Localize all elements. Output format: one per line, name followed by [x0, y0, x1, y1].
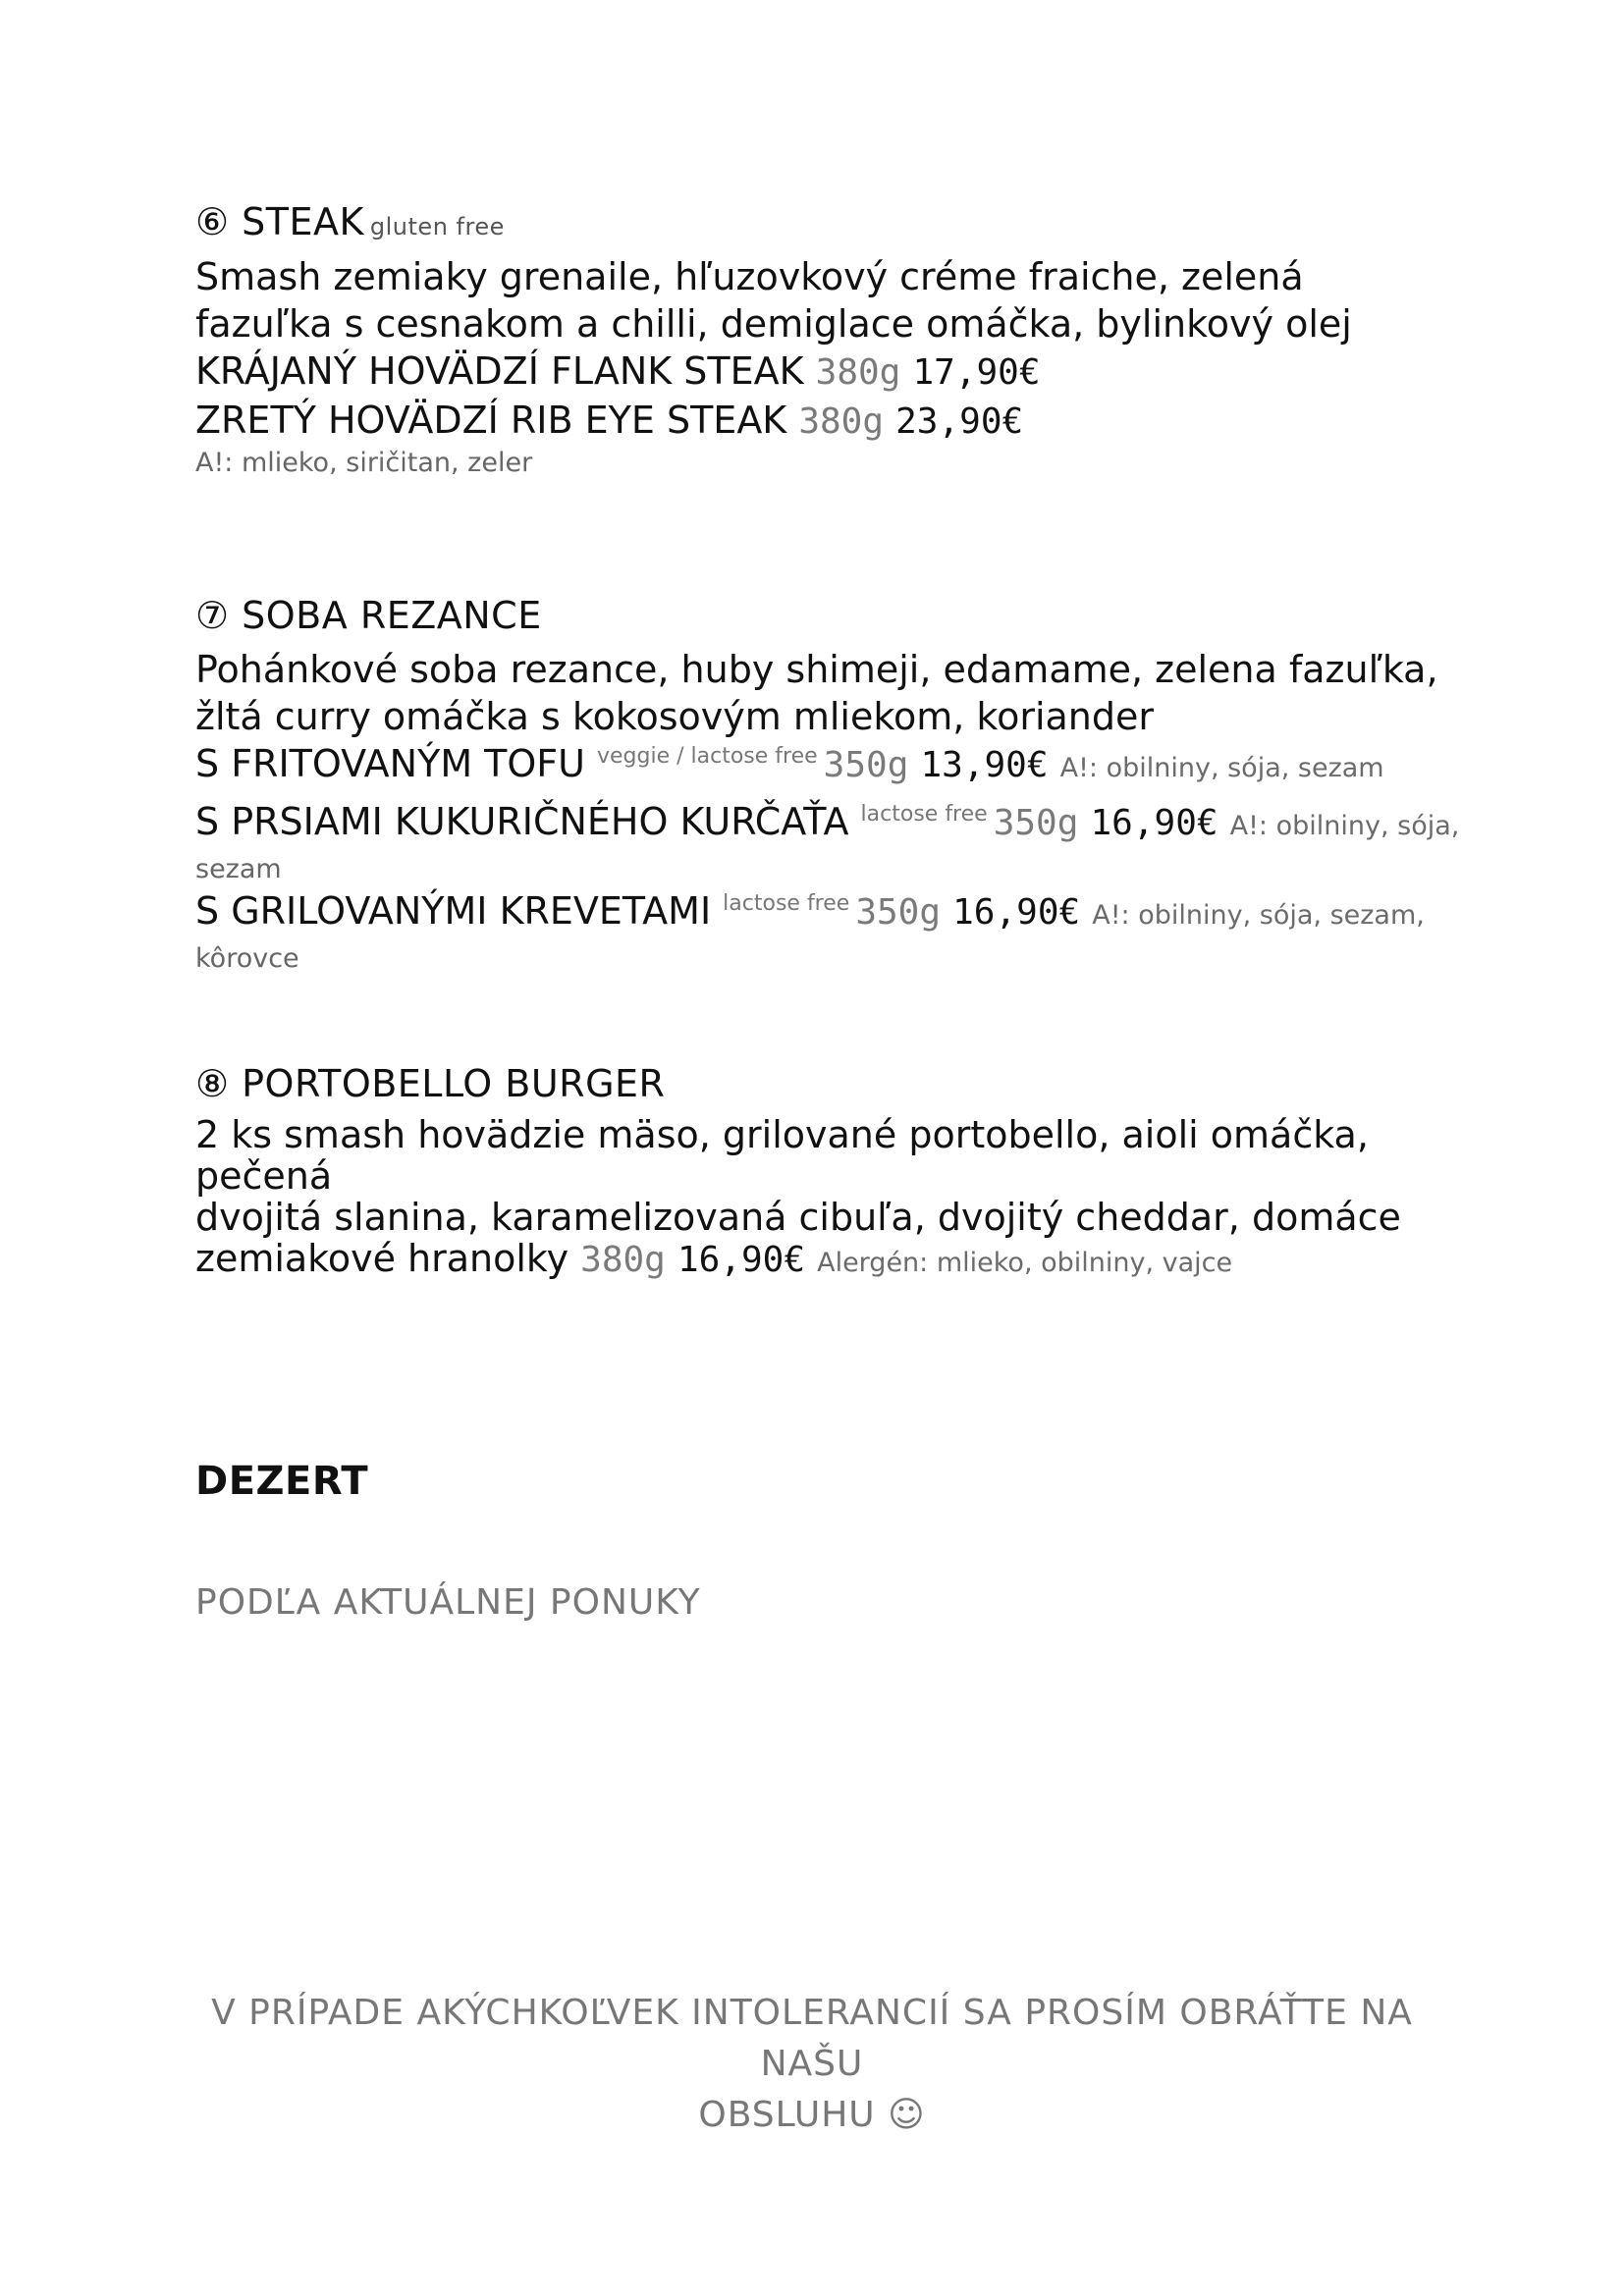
option-row: [195, 347, 1472, 397]
option-price: 13,90€: [920, 745, 1049, 785]
allergen-info-continued: sezam: [195, 854, 282, 884]
option-price: 16,90€: [952, 892, 1081, 933]
footer-line: OBSLUHU ☺: [698, 2095, 926, 2135]
allergen-info: Alergén: mlieko, obilniny, vajce: [817, 1248, 1233, 1278]
option-row: [195, 887, 1472, 941]
option-price: 16,90€: [1090, 803, 1218, 843]
option-weight: 350g: [823, 745, 909, 785]
option-name: S PRSIAMI KUKURIČNÉHO KURČAŤA: [195, 800, 849, 843]
option-weight: 350g: [855, 892, 942, 933]
dessert-note: PODĽA AKTUÁLNEJ PONUKY: [195, 1582, 701, 1623]
item-title-text: ⑧ PORTOBELLO BURGER: [195, 1062, 666, 1105]
description-line: zemiakové hranolky: [195, 1237, 569, 1280]
option-weight: 380g: [798, 401, 885, 442]
option-name: ZRETÝ HOVÄDZÍ RIB EYE STEAK: [195, 399, 787, 442]
item-title-text: ⑥ STEAK: [195, 200, 364, 243]
allergen-info: A!: mlieko, siričitan, zeler: [195, 448, 533, 478]
item-description: Pohánkové soba rezance, huby shimeji, edamame, zelena fazuľka, žltá curry omáčka s kokosovým mliekom, koriander: [195, 648, 1438, 738]
menu-item-burger: [195, 1061, 1472, 1284]
option-weight: 350g: [993, 803, 1079, 843]
option-row: [195, 740, 1472, 794]
option-price: 23,90€: [895, 401, 1024, 442]
item-title: [195, 593, 1472, 638]
option-price: 16,90€: [677, 1240, 805, 1280]
option-row: [195, 397, 1472, 446]
dietary-tag: lactose free: [723, 891, 850, 916]
dietary-tag: lactose free: [860, 802, 988, 827]
allergen-info-continued: kôrovce: [195, 943, 299, 974]
option-row: [195, 798, 1472, 852]
menu-item-steak: [195, 199, 1472, 481]
option-weight: 380g: [580, 1240, 666, 1280]
allergen-info: A!: obilniny, sója, sezam: [1059, 753, 1384, 783]
item-title: [195, 199, 1472, 249]
description-line-last: [195, 1238, 1472, 1284]
item-title-text: ⑦ SOBA REZANCE: [195, 594, 542, 637]
option-weight: 380g: [815, 352, 901, 393]
dietary-tag: gluten free: [369, 213, 505, 240]
item-description: Smash zemiaky grenaile, hľuzovkový créme fraiche, zelená fazuľka s cesnakom a chilli, demiglace omáčka, bylinkový olej: [195, 255, 1352, 346]
allergen-info: A!: obilniny, sója,: [1229, 811, 1460, 841]
option-name: S FRITOVANÝM TOFU: [195, 742, 585, 785]
footer-line: V PRÍPADE AKÝCHKOĽVEK INTOLERANCIÍ SA PROSÍM OBRÁŤTE NA NAŠU: [211, 1993, 1413, 2084]
dietary-tag: veggie / lactose free: [596, 744, 818, 769]
item-title: [195, 1061, 1472, 1106]
item-description: [195, 1114, 1472, 1284]
allergen-info: A!: obilniny, sója, sezam,: [1092, 900, 1425, 931]
option-name: S GRILOVANÝMI KREVETAMI: [195, 889, 712, 933]
dessert-heading: DEZERT: [195, 1459, 369, 1504]
footer-note: [187, 1988, 1437, 2141]
description-line: dvojitá slanina, karamelizovaná cibuľa, dvojitý cheddar, domáce: [195, 1196, 1401, 1239]
option-name: KRÁJANÝ HOVÄDZÍ FLANK STEAK: [195, 349, 804, 393]
option-price: 17,90€: [912, 352, 1041, 393]
description-line: 2 ks smash hovädzie mäso, grilované portobello, aioli omáčka, pečená: [195, 1113, 1369, 1198]
menu-item-soba: [195, 593, 1472, 977]
